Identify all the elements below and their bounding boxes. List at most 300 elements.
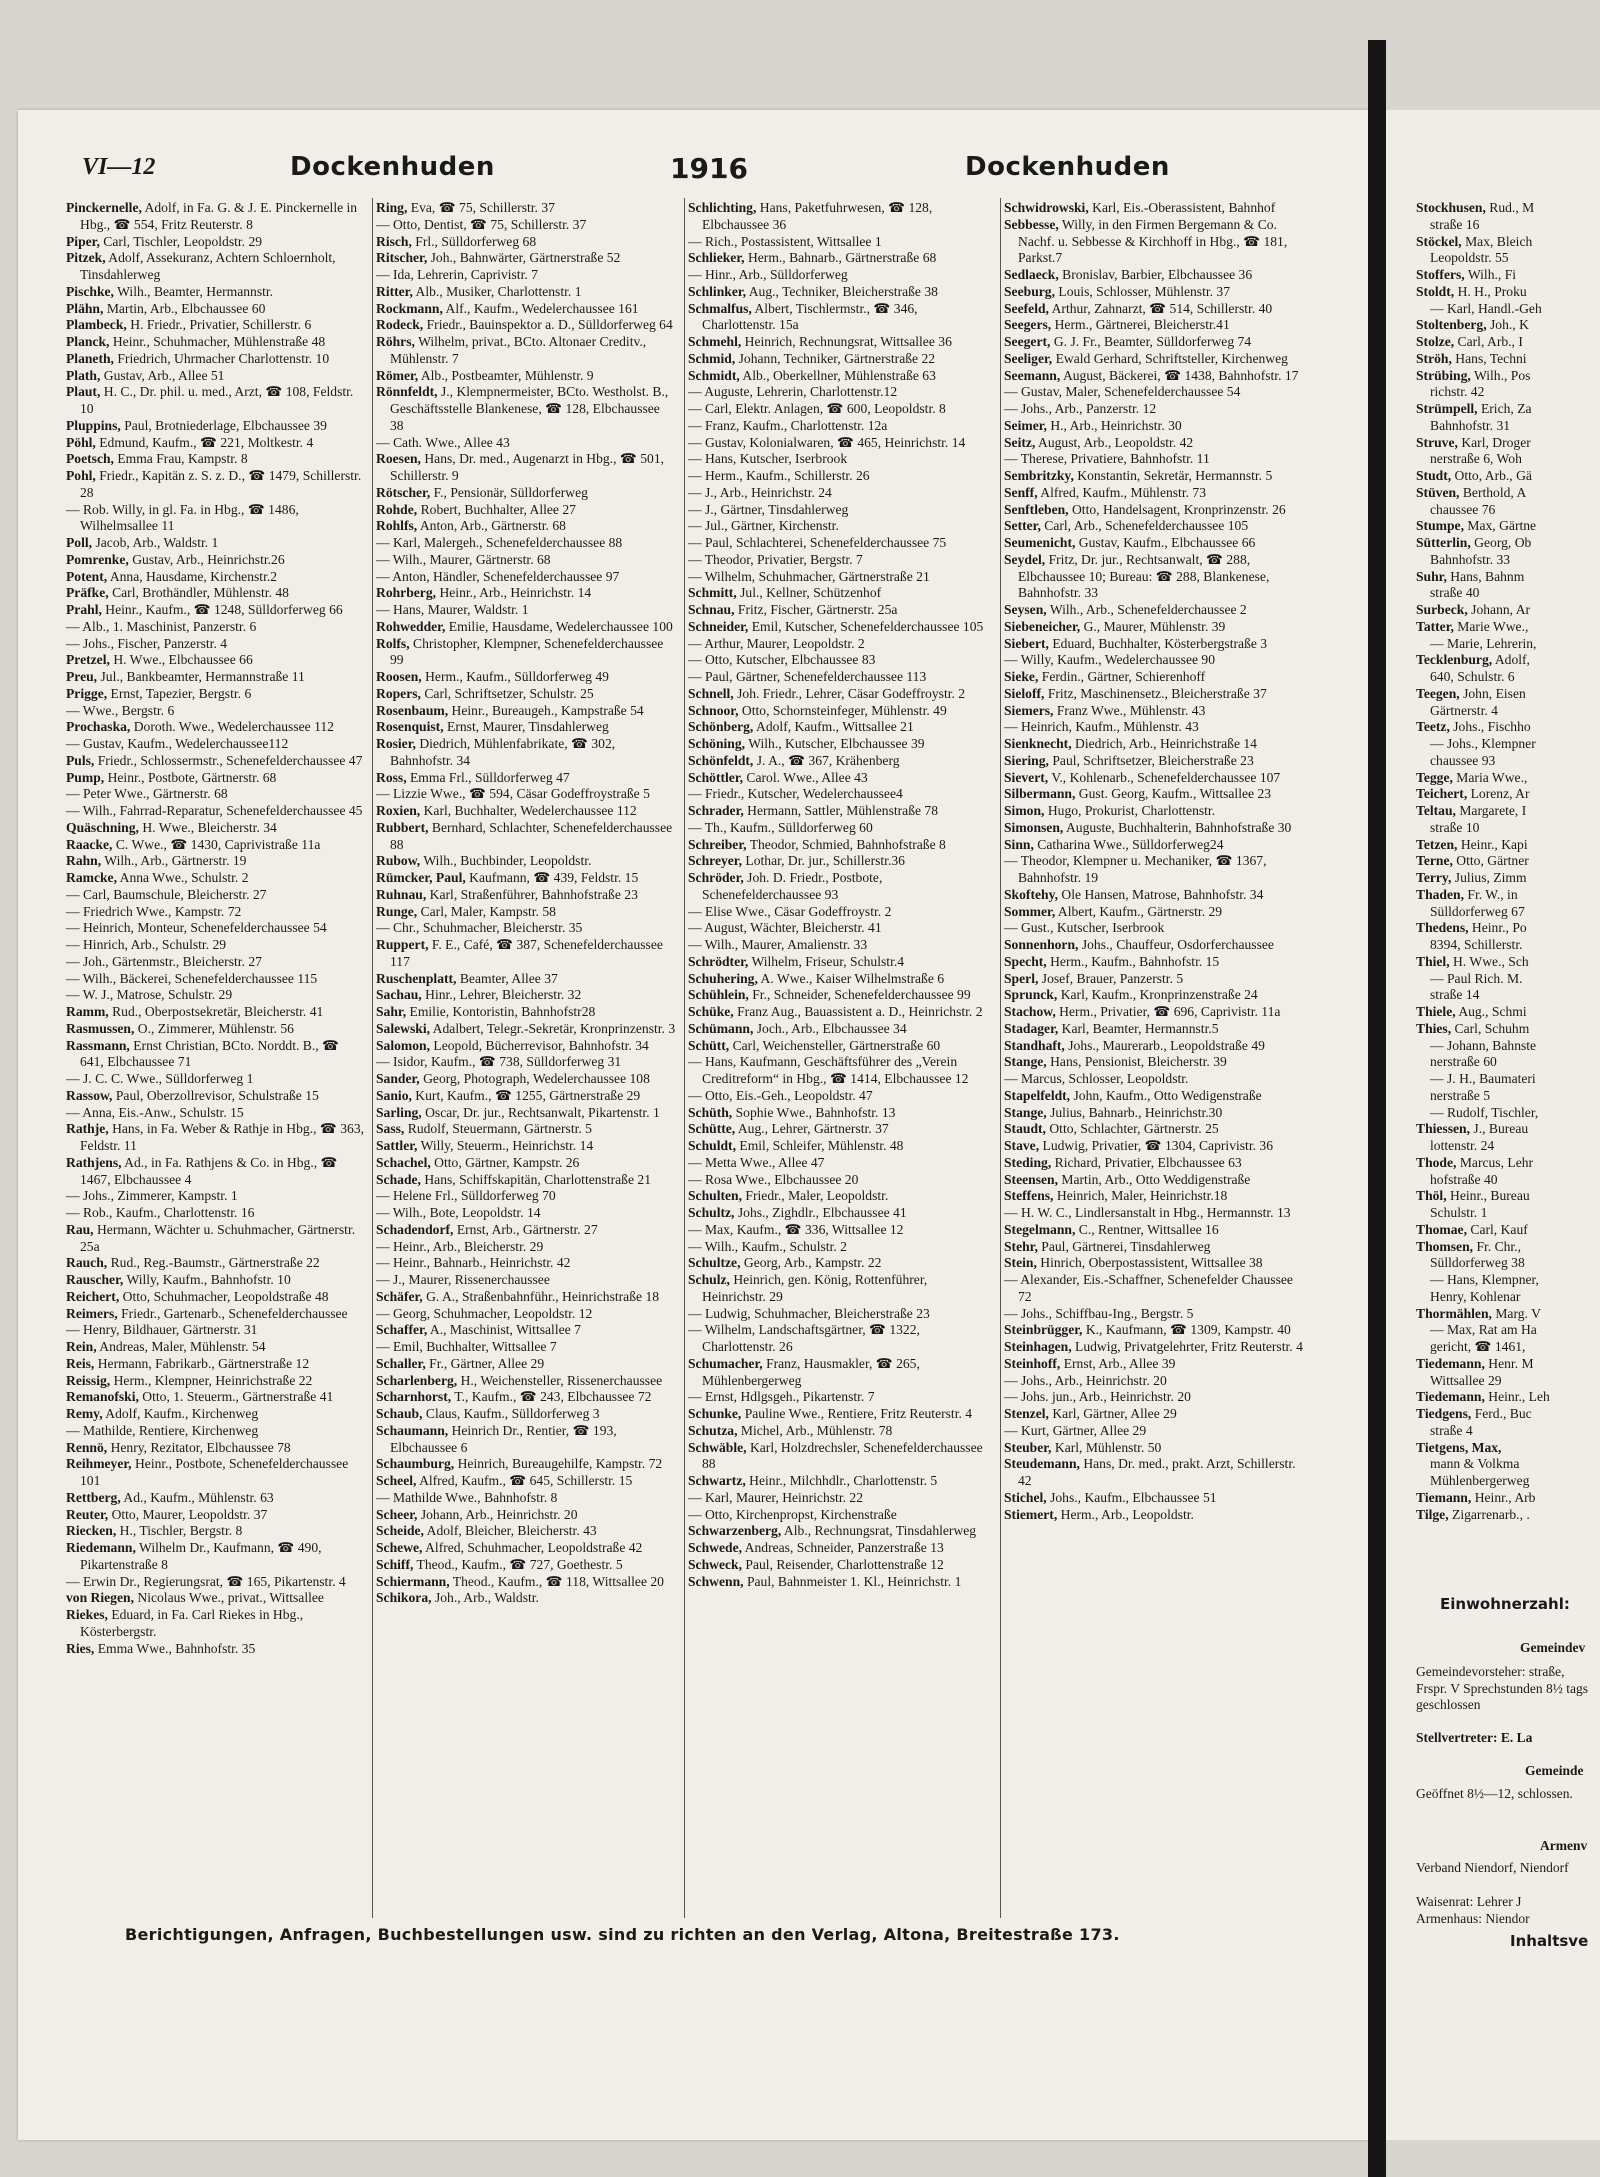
entry-name: Rubbert,	[376, 819, 429, 835]
directory-entry	[688, 1523, 988, 1540]
column-rule	[372, 198, 373, 1918]
entry-details: Joh., K	[1490, 317, 1529, 333]
entry-details: Anna, Hausdame, Kirchenstr.2	[109, 568, 278, 584]
entry-details: John, Eisen	[1463, 685, 1526, 701]
directory-entry	[376, 1423, 676, 1457]
directory-entry	[66, 1021, 366, 1038]
entry-details: Karl, Kaufm., Kronprinzenstraße 24	[1060, 987, 1258, 1003]
entry-details: Carl, Arb., Schenefelderchaussee 105	[1044, 518, 1249, 534]
entry-name: Quäschning,	[66, 819, 139, 835]
directory-entry	[1416, 1222, 1600, 1239]
entry-details: — Gustav, Maler, Schenefelderchaussee 54	[1004, 384, 1241, 400]
entry-name: Poll,	[66, 535, 93, 550]
directory-entry	[376, 1406, 676, 1423]
directory-entry	[688, 1138, 988, 1155]
entry-name: Pischke,	[66, 283, 114, 299]
entry-details: Henr. M	[1488, 1355, 1534, 1371]
entry-details: — Kurt, Gärtner, Allee 29	[1004, 1422, 1147, 1438]
entry-name: Rathje,	[66, 1121, 109, 1137]
entry-name: Schühlein,	[688, 987, 749, 1003]
directory-entry	[688, 1054, 988, 1088]
entry-name: Schüth,	[688, 1104, 733, 1120]
entry-name: Strümpell,	[1416, 401, 1478, 416]
directory-entry	[688, 971, 988, 988]
entry-details: Paul, Bahnmeister 1. Kl., Heinrichstr. 1	[746, 1573, 962, 1589]
entry-details: Ernst, Maurer, Tinsdahlerweg	[447, 719, 609, 735]
entry-details: Gustav, Arb., Heinrichstr.26	[132, 551, 285, 567]
entry-name: Seysen,	[1004, 602, 1047, 617]
entry-details: Joh. Friedr., Lehrer, Cäsar Godeffroystr. 2	[737, 685, 966, 701]
directory-entry	[1004, 1255, 1304, 1272]
entry-details: Alb., Musiker, Charlottenstr. 1	[415, 283, 582, 299]
directory-entry	[688, 803, 988, 820]
entry-details: H., Tischler, Bergstr. 8	[119, 1523, 243, 1539]
directory-entry	[376, 435, 676, 452]
directory-entry	[1416, 887, 1600, 904]
entry-name: Raacke,	[66, 836, 113, 852]
entry-name: Roosen,	[376, 669, 422, 684]
directory-entry	[376, 1289, 676, 1306]
directory-entry	[1416, 535, 1600, 552]
entry-name: Rohwedder,	[376, 618, 446, 634]
directory-entry	[1004, 217, 1304, 267]
directory-entry	[376, 535, 676, 552]
directory-entry	[688, 435, 988, 452]
entry-details: — Paul, Schlachterei, Schenefelderchaussee 75	[688, 535, 947, 550]
entry-name: Tecklenburg,	[1416, 652, 1493, 668]
entry-name: Pretzel,	[66, 652, 110, 668]
entry-details: Lorenz, Ar	[1470, 786, 1530, 802]
entry-details: Julius, Zimm	[1454, 870, 1527, 885]
directory-entry	[1004, 1188, 1304, 1205]
entry-name: Risch,	[376, 233, 412, 249]
entry-details: lottenstr. 24	[1430, 1138, 1495, 1153]
entry-details: — Hans, Klempner,	[1430, 1272, 1539, 1287]
entry-details: Heinr., Kaufm., ☎ 1248, Sülldorferweg 66	[105, 602, 343, 617]
entry-details: — Lizzie Wwe., ☎ 594, Cäsar Godeffroystraße 5	[376, 786, 650, 802]
directory-entry	[66, 1188, 366, 1205]
entry-name: Ropers,	[376, 685, 421, 701]
entry-details: Robert, Buchhalter, Allee 27	[420, 501, 576, 517]
entry-name: Schöning,	[688, 736, 746, 751]
directory-entry	[376, 1255, 676, 1272]
directory-entry	[1004, 1507, 1304, 1524]
entry-details: — Georg, Schuhmacher, Leopoldstr. 12	[376, 1305, 593, 1321]
directory-entry	[1004, 853, 1304, 887]
directory-entry	[688, 636, 988, 653]
directory-entry	[66, 418, 366, 435]
entry-name: Schaumann,	[376, 1422, 449, 1438]
directory-entry	[1004, 485, 1304, 502]
directory-entry	[66, 200, 366, 234]
directory-entry	[66, 853, 366, 870]
entry-details: Anna Wwe., Schulstr. 2	[119, 870, 249, 885]
year-heading: 1916	[670, 152, 748, 185]
entry-details: A., Maschinist, Wittsallee 7	[429, 1322, 581, 1338]
entry-name: Ruschenplatt,	[376, 970, 457, 986]
entry-name: Schreyer,	[688, 853, 742, 869]
entry-details: Wilhelm, privat., BCto. Altonaer Creditv., Mühlenstr. 7	[390, 334, 647, 366]
entry-name: Rasmussen,	[66, 1020, 135, 1036]
entry-details: Heinr., Postbote, Gärtnerstr. 68	[107, 769, 277, 785]
entry-name: Tiedgens,	[1416, 1406, 1472, 1421]
entry-details: Franz Wwe., Mühlenstr. 43	[1056, 702, 1206, 718]
entry-name: Tatter,	[1416, 618, 1454, 634]
entry-name: Rennö,	[66, 1439, 108, 1455]
entry-details: Joh., Bahnwärter, Gärtnerstraße 52	[430, 250, 621, 266]
directory-entry	[66, 468, 366, 502]
entry-name: Reimers,	[66, 1305, 118, 1321]
directory-entry	[1416, 837, 1600, 854]
entry-name: Plambeck,	[66, 317, 127, 333]
entry-name: Thies,	[1416, 1020, 1452, 1036]
directory-entry	[376, 619, 676, 636]
entry-details: Paul, Gärtnerei, Tinsdahlerweg	[1041, 1238, 1211, 1254]
directory-entry	[1416, 1339, 1600, 1356]
entry-name: Schlinker,	[688, 283, 747, 299]
entry-details: Andreas, Maler, Mühlenstr. 54	[99, 1339, 266, 1354]
entry-name: Stadager,	[1004, 1020, 1059, 1036]
entry-name: Siering,	[1004, 752, 1049, 768]
entry-details: Jul., Bankbeamter, Hermannstraße 11	[100, 669, 305, 684]
entry-details: Hans, Pensionist, Bleicherstr. 39	[1050, 1054, 1227, 1070]
directory-entry	[66, 1406, 366, 1423]
entry-details: Alfred, Kaufm., ☎ 645, Schillerstr. 15	[419, 1473, 633, 1488]
entry-details: Joh. D. Friedr., Postbote, Schenefelderchaussee 93	[702, 870, 883, 902]
entry-details: Johann, Ar	[1471, 602, 1531, 617]
entry-details: Fr., Schneider, Schenefelderchaussee 99	[752, 987, 971, 1003]
directory-entry	[376, 803, 676, 820]
entry-name: Surbeck,	[1416, 602, 1468, 617]
directory-entry	[1004, 284, 1304, 301]
entry-name: Scharnhorst,	[376, 1389, 452, 1405]
entry-details: Alfred, Kaufm., Mühlenstr. 73	[1040, 484, 1207, 500]
directory-entry	[688, 468, 988, 485]
entry-name: Schnoor,	[688, 702, 739, 718]
entry-details: richstr. 42	[1430, 384, 1485, 400]
entry-details: Wilhelm, Friseur, Schulstr.4	[751, 953, 905, 969]
directory-entry	[1004, 887, 1304, 904]
entry-details: — Willy, Kaufm., Wedelerchaussee 90	[1004, 652, 1216, 668]
entry-name: Stöckel,	[1416, 233, 1462, 249]
directory-entry	[66, 384, 366, 418]
entry-name: Stein,	[1004, 1255, 1037, 1271]
entry-details: — Wilh., Maurer, Gärtnerstr. 68	[376, 551, 551, 567]
directory-entry	[688, 1389, 988, 1406]
directory-entry	[66, 535, 366, 552]
directory-entry	[1416, 719, 1600, 736]
entry-name: Silbermann,	[1004, 786, 1076, 802]
directory-entry	[1004, 1205, 1304, 1222]
entry-name: Schulz,	[688, 1272, 730, 1287]
directory-entry	[688, 1507, 988, 1524]
entry-name: Schutza,	[688, 1422, 738, 1438]
entry-details: C. Wwe., ☎ 1430, Caprivistraße 11a	[115, 836, 321, 852]
entry-details: Wilh., Kutscher, Elbchaussee 39	[748, 736, 925, 751]
directory-entry	[688, 334, 988, 351]
directory-entry	[66, 719, 366, 736]
entry-name: Reissig,	[66, 1372, 111, 1388]
entry-name: Sembritzky,	[1004, 468, 1074, 483]
entry-details: — Cath. Wwe., Allee 43	[376, 434, 510, 450]
entry-details: — Rosa Wwe., Elbchaussee 20	[688, 1171, 859, 1187]
directory-entry	[66, 1607, 366, 1641]
entry-details: Heinr., Milchhdlr., Charlottenstr. 5	[749, 1473, 938, 1488]
directory-entry	[1416, 552, 1600, 569]
directory-entry	[66, 703, 366, 720]
entry-details: — Wilhelm, Landschaftsgärtner, ☎ 1322, Charlottenstr. 26	[688, 1322, 920, 1354]
entry-details: — Th., Kaufm., Sülldorferweg 60	[688, 819, 873, 835]
directory-entry	[66, 954, 366, 971]
entry-name: Rohde,	[376, 501, 418, 517]
entry-details: Karl, Straßenführer, Bahnhofstraße 23	[429, 886, 638, 902]
entry-details: — Heinr., Bahnarb., Heinrichstr. 42	[376, 1255, 571, 1271]
entry-details: Max, Gärtne	[1467, 518, 1537, 534]
armenhaus-text: Armenhaus: Niendor	[1416, 1911, 1530, 1926]
entry-name: Seitz,	[1004, 434, 1036, 450]
entry-details: hofstraße 40	[1430, 1171, 1498, 1187]
entry-details: Johs., Maurerarb., Leopoldstraße 49	[1068, 1037, 1265, 1053]
directory-entry	[376, 368, 676, 385]
entry-details: Otto, Maurer, Leopoldstr. 37	[111, 1506, 268, 1522]
entry-name: Specht,	[1004, 953, 1047, 969]
entry-details: — Alexander, Eis.-Schaffner, Schenefelder Chaussee 72	[1004, 1272, 1293, 1304]
directory-entry	[1004, 1071, 1304, 1088]
entry-details: Alf., Kaufm., Wedelerchaussee 161	[445, 300, 639, 316]
entry-details: Heinr., Schuhmacher, Mühlenstraße 48	[112, 334, 326, 349]
directory-entry	[1416, 1373, 1600, 1390]
entry-name: Sperl,	[1004, 970, 1039, 986]
directory-entry	[1416, 468, 1600, 485]
entry-name: Stoltenberg,	[1416, 317, 1487, 333]
entry-name: Ramcke,	[66, 870, 117, 885]
entry-details: straße 14	[1430, 987, 1480, 1003]
entry-name: Terne,	[1416, 853, 1453, 869]
directory-entry	[376, 920, 676, 937]
entry-details: Bronislav, Barbier, Elbchaussee 36	[1062, 267, 1253, 282]
directory-entry	[1004, 1038, 1304, 1055]
entry-name: Thöl,	[1416, 1188, 1447, 1204]
directory-entry	[1416, 1507, 1600, 1524]
directory-entry	[66, 1038, 366, 1072]
entry-details: Aug., Schmi	[1458, 1004, 1527, 1019]
directory-entry	[1416, 870, 1600, 887]
entry-details: — Otto, Kutscher, Elbchaussee 83	[688, 652, 876, 668]
entry-details: O., Zimmerer, Mühlenstr. 56	[137, 1020, 294, 1036]
entry-name: Ströh,	[1416, 350, 1452, 366]
entry-details: G., Maurer, Mühlenstr. 39	[1083, 618, 1226, 634]
entry-name: Schütt,	[688, 1037, 730, 1053]
entry-name: Suhr,	[1416, 568, 1447, 584]
directory-entry	[688, 1423, 988, 1440]
entry-details: Martin, Arb., Otto Weddigenstraße	[1061, 1171, 1251, 1187]
entry-details: — Mathilde, Rentiere, Kirchenweg	[66, 1422, 259, 1438]
directory-entry	[1416, 1155, 1600, 1172]
directory-entry	[66, 585, 366, 602]
entry-name: Steinbrügger,	[1004, 1322, 1083, 1338]
entry-details: — Wwe., Bergstr. 6	[66, 702, 175, 718]
entry-details: Diedrich, Mühlenfabrikate, ☎ 302, Bahnhofstr. 34	[390, 736, 616, 768]
directory-entry	[1416, 1038, 1600, 1055]
entry-details: Carl, Maler, Kampstr. 58	[420, 903, 556, 919]
entry-name: Sedlaeck,	[1004, 267, 1059, 282]
directory-entry	[688, 770, 988, 787]
directory-entry	[1004, 1054, 1304, 1071]
directory-entry	[688, 954, 988, 971]
entry-details: Maria Wwe.,	[1456, 769, 1528, 785]
directory-entry	[1004, 971, 1304, 988]
entry-details: — Heinr., Arb., Bleicherstr. 29	[376, 1238, 544, 1254]
entry-name: Tietgens, Max,	[1416, 1439, 1502, 1455]
directory-entry	[66, 1590, 366, 1607]
directory-entry	[1416, 217, 1600, 234]
entry-details: Michel, Arb., Mühlenstr. 78	[740, 1422, 893, 1438]
entry-name: Prigge,	[66, 685, 108, 701]
entry-details: Carl, Tischler, Leopoldstr. 29	[103, 233, 263, 249]
entry-name: Rodeck,	[376, 317, 424, 333]
entry-name: Seeburg,	[1004, 283, 1055, 299]
directory-entry	[1416, 1088, 1600, 1105]
entry-name: Schröder,	[688, 870, 744, 885]
entry-details: Johs., Kaufm., Elbchaussee 51	[1050, 1489, 1217, 1505]
entry-name: Pöhl,	[66, 434, 96, 450]
entry-details: Joh., Arb., Waldstr.	[434, 1590, 539, 1606]
directory-entry	[376, 987, 676, 1004]
directory-entry	[1416, 904, 1600, 921]
directory-entry	[66, 1507, 366, 1524]
entry-details: — Rich., Postassistent, Wittsallee 1	[688, 233, 882, 249]
entry-name: Rathjens,	[66, 1154, 122, 1170]
directory-entry	[688, 820, 988, 837]
entry-details: Herm., Privatier, ☎ 696, Caprivistr. 11a	[1059, 1004, 1281, 1019]
entry-name: Tiedemann,	[1416, 1355, 1485, 1371]
directory-entry	[1416, 418, 1600, 435]
entry-details: Fritz, Maschinensetz., Bleicherstraße 37	[1047, 685, 1267, 701]
entry-details: — Otto, Kirchenpropst, Kirchenstraße	[688, 1506, 897, 1522]
entry-details: Aug., Lehrer, Gärtnerstr. 37	[737, 1121, 889, 1137]
entry-name: Stiemert,	[1004, 1506, 1058, 1522]
directory-entry	[1416, 1021, 1600, 1038]
entry-details: — Karl, Handl.-Geh	[1430, 300, 1542, 316]
entry-details: Sülldorferweg 38	[1430, 1255, 1525, 1271]
directory-entry	[66, 1289, 366, 1306]
directory-entry	[1004, 1222, 1304, 1239]
entry-name: Seeliger,	[1004, 350, 1053, 366]
page-number: VI—12	[82, 154, 156, 180]
directory-entry	[1004, 1239, 1304, 1256]
entry-details: — Max, Rat am Ha	[1430, 1322, 1537, 1338]
entry-details: — Wilh., Maurer, Amalienstr. 33	[688, 937, 868, 952]
directory-entry	[688, 401, 988, 418]
entry-details: Carol. Wwe., Allee 43	[746, 769, 868, 785]
directory-entry	[376, 1306, 676, 1323]
directory-entry	[1004, 1105, 1304, 1122]
right-running-title: Dockenhuden	[965, 152, 1170, 182]
entry-name: Schümann,	[688, 1020, 754, 1036]
directory-entry	[66, 770, 366, 787]
directory-entry	[1416, 384, 1600, 401]
entry-name: Ross,	[376, 769, 407, 785]
directory-entry	[376, 1105, 676, 1122]
directory-entry	[376, 1590, 676, 1607]
entry-details: H. Wwe., Elbchaussee 66	[113, 652, 253, 668]
entry-name: Rohrberg,	[376, 585, 437, 601]
directory-entry	[1416, 636, 1600, 653]
entry-name: Standhaft,	[1004, 1037, 1065, 1053]
entry-details: Otto, Schuhmacher, Leopoldstraße 48	[122, 1288, 329, 1304]
entry-details: Berthold, A	[1462, 484, 1527, 500]
entry-details: — Paul, Gärtner, Schenefelderchaussee 113	[688, 669, 927, 684]
entry-details: — Chr., Schuhmacher, Bleicherstr. 35	[376, 920, 583, 936]
directory-entry	[688, 1188, 988, 1205]
entry-name: Stapelfeldt,	[1004, 1087, 1071, 1103]
entry-details: — Friedrich Wwe., Kampstr. 72	[66, 903, 242, 919]
entry-name: Reis,	[66, 1355, 95, 1371]
directory-column-1	[66, 200, 366, 1657]
entry-details: Johann, Techniker, Gärtnerstraße 22	[738, 350, 936, 366]
directory-entry	[1416, 1121, 1600, 1138]
entry-details: Emilie, Kontoristin, Bahnhofstr28	[409, 1004, 596, 1019]
directory-entry	[1416, 317, 1600, 334]
entry-details: Catharina Wwe., Sülldorferweg24	[1037, 836, 1224, 852]
entry-name: Scharlenberg,	[376, 1372, 458, 1388]
directory-entry	[1004, 301, 1304, 318]
entry-details: Friedr., Bauinspektor a. D., Sülldorferweg 64	[426, 317, 673, 333]
entry-name: Seegert,	[1004, 334, 1051, 349]
entry-details: Ernst, Arb., Allee 39	[1063, 1355, 1176, 1371]
entry-name: Rassmann,	[66, 1037, 130, 1053]
entry-details: nerstraße 6, Woh	[1430, 451, 1522, 467]
entry-name: Pomrenke,	[66, 551, 129, 567]
entry-name: Thaden,	[1416, 886, 1464, 902]
directory-entry	[376, 1155, 676, 1172]
entry-name: Stehr,	[1004, 1238, 1038, 1254]
entry-details: Carl, Schriftsetzer, Schulstr. 25	[424, 685, 594, 701]
directory-entry	[1004, 619, 1304, 636]
entry-details: Friedrich, Uhrmacher Charlottenstr. 10	[117, 350, 330, 366]
entry-details: 8394, Schillerstr.	[1430, 937, 1523, 952]
entry-name: von Riegen,	[66, 1590, 134, 1606]
entry-details: Eduard, Buchhalter, Kösterbergstraße 3	[1052, 635, 1268, 651]
directory-entry	[376, 1389, 676, 1406]
entry-details: Rudolf, Steuermann, Gärtnerstr. 5	[407, 1121, 592, 1137]
entry-name: Teichert,	[1416, 786, 1468, 802]
directory-entry	[688, 686, 988, 703]
entry-details: Auguste, Buchhalterin, Bahnhofstraße 30	[1065, 819, 1292, 835]
entry-name: Puls,	[66, 752, 95, 768]
directory-entry	[688, 1088, 988, 1105]
directory-entry	[1416, 1188, 1600, 1205]
entry-details: — Henry, Bildhauer, Gärtnerstr. 31	[66, 1322, 258, 1338]
directory-entry	[376, 217, 676, 234]
entry-name: Planeth,	[66, 350, 114, 366]
entry-details: J., Bureau	[1473, 1121, 1529, 1137]
entry-details: Friedr., Schlossermstr., Schenefelderchaussee 47	[97, 752, 363, 768]
armenverband-heading: Armenv	[1540, 1838, 1588, 1853]
directory-entry	[688, 1038, 988, 1055]
facing-page-column	[1416, 200, 1600, 1570]
entry-name: Thode,	[1416, 1154, 1457, 1170]
entry-details: Aug., Techniker, Bleicherstraße 38	[748, 283, 938, 299]
entry-details: Heinrich, Bureaugehilfe, Kampstr. 72	[457, 1456, 663, 1472]
entry-details: Wilhelm Dr., Kaufmann, ☎ 490, Pikartenstraße 8	[80, 1540, 322, 1572]
directory-entry	[376, 384, 676, 434]
directory-entry	[1004, 820, 1304, 837]
directory-entry	[66, 937, 366, 954]
entry-details: Ernst, Tapezier, Bergstr. 6	[110, 685, 252, 701]
directory-entry	[66, 284, 366, 301]
entry-details: Mühlenbergerweg	[1430, 1473, 1530, 1488]
